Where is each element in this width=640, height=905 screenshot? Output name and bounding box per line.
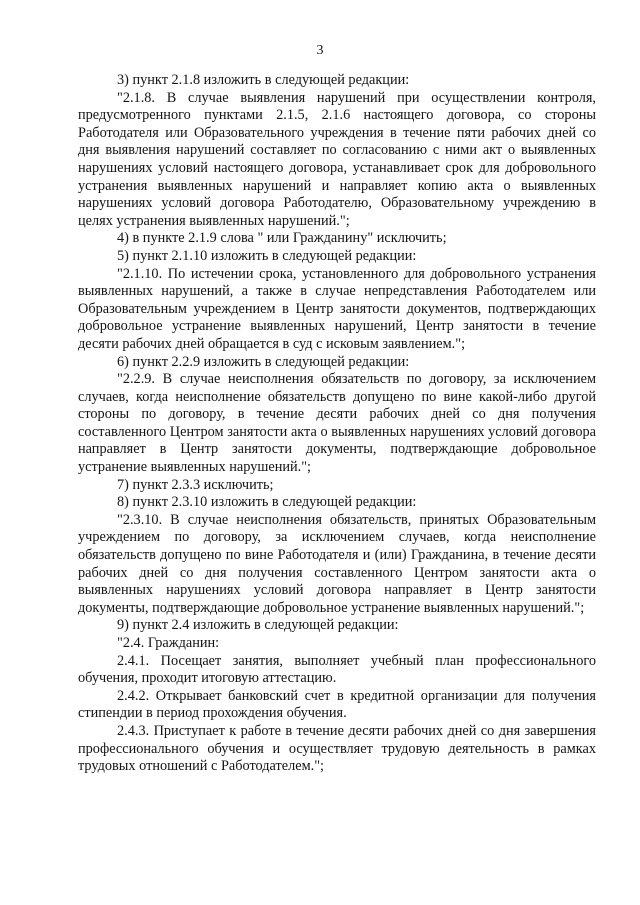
amendment-item-3: 3) пункт 2.1.8 изложить в следующей редакции: xyxy=(117,72,410,88)
clause-2-4-1-text: 2.4.1. Посещает занятия, выполняет учебный план профессионального обучения, проходит итоговую аттестацию. xyxy=(78,652,596,687)
page-number: 3 xyxy=(316,43,324,58)
document-body xyxy=(78,72,596,776)
amendment-item-5: 5) пункт 2.1.10 изложить в следующей редакции: xyxy=(117,247,417,264)
clause-2-4-3-text: 2.4.3. Приступает к работе в течение десяти рабочих дней со дня завершения профессионального обучения и осуществляет трудовую деятельность в рамках трудовых отношений с Работодателем."; xyxy=(78,722,596,775)
clause-2-4-2-text: 2.4.2. Открывает банковский счет в кредитной организации для получения стипендии в период прохождения обучения. xyxy=(78,687,596,722)
amendment-item-9: 9) пункт 2.4 изложить в следующей редакции: xyxy=(117,617,399,634)
clause-2-4-heading: "2.4. Гражданин: xyxy=(117,635,220,651)
clause-2-2-9-text: "2.2.9. В случае неисполнения обязательств по договору, за исключением случаев, когда неисполнение обязательств допущено по вине какой-либо другой стороны по договору, в течение десяти рабочих дней со дня получения составленного Центром занятости акта о выявленных нарушениях условий договора направляет в Центр занятости документы, подтверждающие добровольное устранение выявленных нарушений."; xyxy=(78,371,596,476)
clause-2-1-8-text: "2.1.8. В случае выявления нарушений при осуществлении контроля, предусмотренного пунктами 2.1.5, 2.1.6 настоящего договора, со стороны Работодателя или Образовательного учреждения в течение пяти рабочих дней со дня выявления нарушений составляет по согласованию с ними акт о выявленных нарушениях условий настоящего договора, устанавливает срок для добровольного устранения выявленных нарушений и направляет копию акта о выявленных нарушениях условий договора Работодателю, Образовательному учреждению в целях устранения выявленных нарушений."; xyxy=(78,89,596,229)
amendment-item-4: 4) в пункте 2.1.9 слова " или Гражданину" исключить; xyxy=(117,230,447,247)
amendment-item-7: 7) пункт 2.3.3 исключить; xyxy=(117,476,274,493)
clause-2-1-10-text: "2.1.10. По истечении срока, установленного для добровольного устранения выявленных нарушений, а также в случае непредставления Работодателем или Образовательным учреждением в Центр занятости документов, подтверждающих добровольное устранение выявленных нарушений, Центр занятости в течение десяти рабочих дней обращается в суд с исковым заявлением."; xyxy=(78,265,596,352)
clause-2-3-10-text: "2.3.10. В случае неисполнения обязательств, принятых Образовательным учреждением по договору, за исключением случаев, когда неисполнение обязательств допущено по вине Работодателя и (или) Гражданина, в течение десяти рабочих дней со дня получения составленного Центром занятости акта о выявленных нарушениях условий договора направляет в Центр занятости документы, подтверждающие добровольное устранение выявленных нарушений."; xyxy=(78,511,596,616)
amendment-item-8: 8) пункт 2.3.10 изложить в следующей редакции: xyxy=(117,494,417,511)
amendment-item-6: 6) пункт 2.2.9 изложить в следующей редакции: xyxy=(117,353,410,370)
